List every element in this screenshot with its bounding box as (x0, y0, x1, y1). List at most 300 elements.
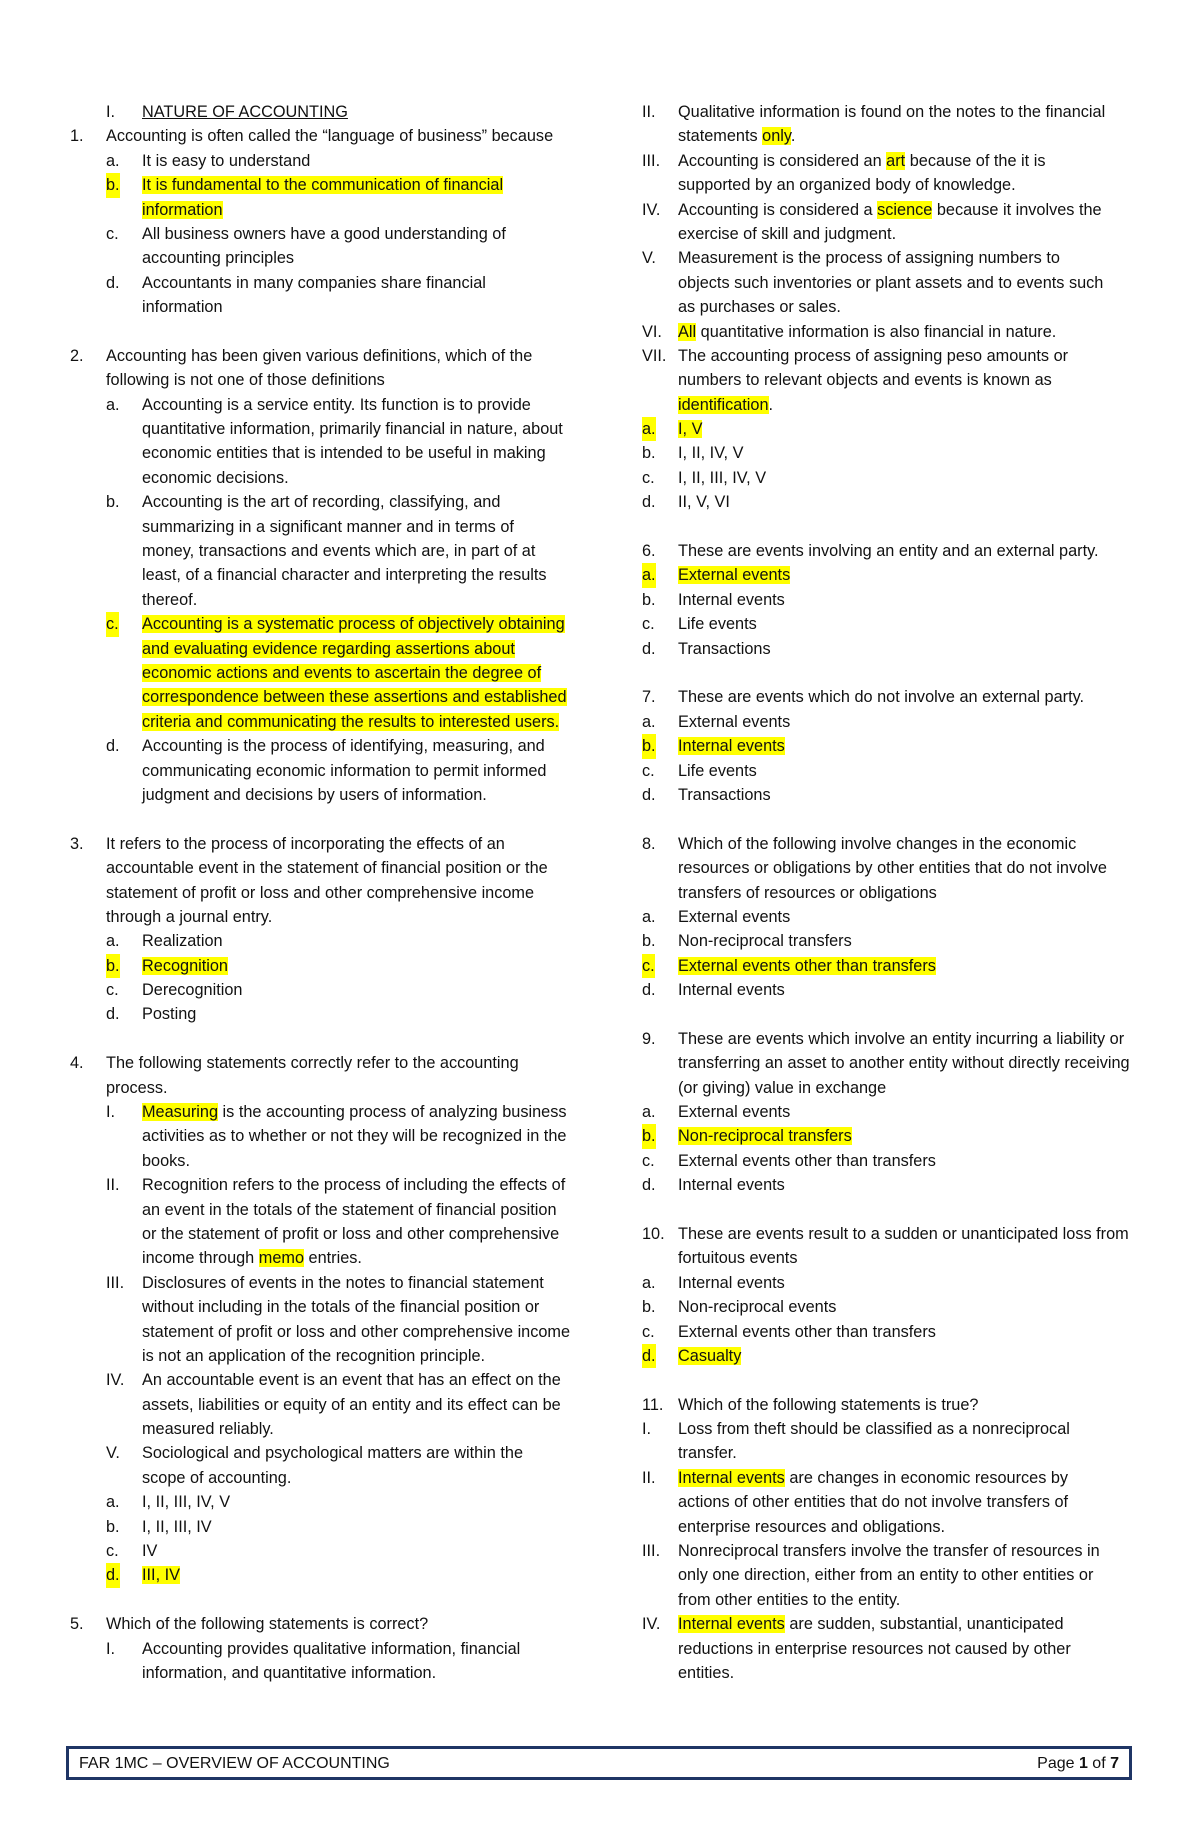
item-text (678, 368, 1052, 392)
item-number: 1. (70, 127, 84, 146)
item-text (142, 1173, 565, 1197)
text-after: is the accounting process of analyzing business (218, 1103, 567, 1122)
text: Life events (678, 761, 757, 780)
continuation-line (642, 1637, 1124, 1661)
continuation-line (70, 1246, 552, 1270)
continuation-line (70, 1320, 571, 1344)
text: Accountants in many companies share financial (142, 273, 486, 292)
spacer (642, 661, 1124, 685)
text: transfers of resources or obligations (678, 883, 937, 902)
continuation-line (642, 856, 1124, 880)
text: IV (142, 1542, 158, 1561)
item-text (142, 783, 487, 807)
text: II, V, VI (678, 493, 730, 512)
text: assets, liabilities or equity of an entity and its effect can be (142, 1395, 561, 1414)
text: Transactions (678, 639, 771, 658)
text: Which of the following involve changes in the economic (678, 834, 1077, 853)
question-line (642, 149, 1124, 173)
item-number: d. (642, 981, 656, 1000)
item-text (678, 490, 730, 514)
question-line (70, 344, 552, 368)
item-text (678, 1466, 1068, 1490)
continuation-line (70, 905, 552, 929)
page-of-label: of (1087, 1755, 1111, 1772)
text: process. (106, 1078, 168, 1097)
highlighted-answer: III, IV (142, 1566, 181, 1585)
text-after: . (790, 127, 796, 146)
question-line (642, 929, 1124, 953)
item-number: 3. (70, 834, 84, 853)
text: is not an application of the recognition principle. (142, 1346, 486, 1365)
item-text (142, 295, 223, 319)
text: The accounting process of assigning peso amounts or (678, 346, 1069, 365)
option-line (70, 1368, 561, 1392)
item-text (106, 344, 532, 368)
item-text (142, 1295, 539, 1319)
item-text (142, 1246, 362, 1270)
item-number: b. (106, 954, 120, 978)
item-text (678, 124, 795, 148)
item-number: c. (642, 954, 655, 978)
text: accountable event in the statement of financial position or the (106, 859, 548, 878)
item-text (142, 1002, 196, 1026)
item-number: d. (642, 493, 656, 512)
text: books. (142, 1151, 190, 1170)
text: The following statements correctly refer to the accounting (106, 1054, 519, 1073)
right-column (642, 100, 1130, 1685)
option-line (70, 1271, 552, 1295)
item-text (142, 490, 500, 514)
highlighted-word: science (877, 200, 933, 219)
item-number: V. (106, 1444, 120, 1463)
text: communicating economic information to permit informed (142, 761, 547, 780)
item-number: c. (642, 761, 655, 780)
item-number: 6. (642, 542, 656, 561)
spacer (642, 1002, 1124, 1026)
highlighted-word: only (762, 127, 791, 146)
option-line (70, 1002, 552, 1026)
section-heading (70, 100, 552, 124)
continuation-line (642, 124, 1124, 148)
text: I, II, III, IV, V (678, 468, 767, 487)
text: Nonreciprocal transfers involve the transfer of resources in (678, 1542, 1100, 1561)
continuation-line (70, 295, 552, 319)
item-number: b. (106, 173, 120, 197)
item-text (678, 466, 766, 490)
continuation-line (70, 1295, 552, 1319)
item-text (678, 1441, 737, 1465)
continuation-line (70, 1344, 552, 1368)
question-line (642, 198, 1124, 222)
highlighted-answer: I, V (678, 420, 703, 439)
continuation-line (642, 173, 1124, 197)
text: only one direction, either from an entity to other entities or (678, 1566, 1094, 1585)
continuation-line (70, 1393, 561, 1417)
item-text (678, 1124, 852, 1148)
text: Life events (678, 615, 757, 634)
item-text (678, 856, 1107, 880)
option-line (70, 1490, 552, 1514)
text: information (142, 298, 223, 317)
question-line (642, 612, 1124, 636)
question-line (70, 832, 552, 856)
item-number: d. (642, 785, 656, 804)
continuation-line (70, 417, 563, 441)
item-text (678, 1320, 936, 1344)
item-number: IV. (106, 1371, 125, 1390)
text: External events other than transfers (678, 1322, 936, 1341)
page-label: Page (1037, 1755, 1079, 1772)
item-number: 10. (642, 1224, 665, 1243)
text: following is not one of those definitions (106, 371, 385, 390)
question-line (70, 124, 552, 148)
question-line (642, 490, 1124, 514)
question-line (642, 100, 1124, 124)
text: Transactions (678, 785, 771, 804)
item-text (142, 1661, 436, 1685)
item-text (142, 515, 514, 539)
spacer (70, 320, 552, 344)
item-number: b. (642, 1124, 656, 1148)
item-text (142, 1149, 190, 1173)
item-number: a. (106, 932, 120, 951)
text: These are events which involve an entity incurring a liability or (678, 1029, 1125, 1048)
text: These are events involving an entity and an external party. (678, 542, 1099, 561)
section-title: NATURE OF ACCOUNTING (142, 103, 348, 121)
item-text (142, 1539, 157, 1563)
item-text (142, 1344, 485, 1368)
question-line (642, 905, 1124, 929)
item-text (142, 393, 531, 417)
text: summarizing in a significant manner and in terms of (142, 517, 514, 536)
item-number: b. (642, 734, 656, 758)
item-text (678, 441, 743, 465)
continuation-line (70, 685, 567, 709)
item-text (678, 1246, 797, 1270)
option-line (70, 271, 552, 295)
item-text (106, 856, 548, 880)
text: Recognition refers to the process of including the effects of (142, 1176, 566, 1195)
item-number: I. (642, 1420, 652, 1439)
item-text (142, 954, 228, 978)
continuation-line (642, 368, 1124, 392)
item-number: b. (642, 444, 656, 463)
item-text (142, 1393, 561, 1417)
question-line (642, 734, 1124, 758)
option-line (70, 929, 552, 953)
text: Accounting is the process of identifying, measuring, and (142, 737, 545, 756)
text-after: are sudden, substantial, unanticipated (784, 1615, 1064, 1634)
continuation-line (70, 759, 552, 783)
item-text (678, 783, 771, 807)
item-text (142, 271, 486, 295)
question-line (642, 1100, 1124, 1124)
item-number: c. (642, 1151, 655, 1170)
item-text (678, 685, 1084, 709)
question-line (642, 1124, 1124, 1148)
text: Accounting is a service entity. Its function is to provide (142, 395, 531, 414)
section-number: I. (106, 103, 116, 121)
text: Internal events (678, 1176, 785, 1195)
highlighted-word: Internal events (678, 1615, 785, 1634)
text: activities as to whether or not they will be recognized in the (142, 1127, 567, 1146)
question-line (642, 1295, 1124, 1319)
continuation-line (70, 856, 552, 880)
item-number: 9. (642, 1029, 656, 1048)
footer-title: FAR 1MC – OVERVIEW OF ACCOUNTING (79, 1755, 390, 1772)
question-line (642, 539, 1124, 563)
item-number: 4. (70, 1054, 84, 1073)
item-number: d. (106, 1563, 120, 1587)
item-text (106, 1076, 168, 1100)
item-number: I. (106, 1103, 116, 1122)
page-total: 7 (1110, 1755, 1119, 1772)
text: money, transactions and events which are, in part of at (142, 542, 536, 561)
item-number: d. (106, 1005, 120, 1024)
item-number: c. (642, 1322, 655, 1341)
option-line (70, 954, 552, 978)
item-number: II. (642, 1468, 656, 1487)
item-number: 11. (642, 1395, 664, 1414)
text: an event in the totals of the statement of financial position (142, 1200, 557, 1219)
continuation-line (642, 1490, 1124, 1514)
continuation-line (70, 515, 552, 539)
item-text (142, 1271, 544, 1295)
item-number: d. (642, 1176, 656, 1195)
text: Internal events (678, 1273, 785, 1292)
item-text (142, 198, 223, 222)
item-text (142, 1222, 559, 1246)
item-number: a. (106, 151, 120, 170)
continuation-line (70, 466, 552, 490)
text: Posting (142, 1005, 197, 1024)
item-text (678, 1222, 1129, 1246)
continuation-line (642, 1246, 1124, 1270)
continuation-line (642, 393, 1124, 417)
question-line (642, 417, 1124, 441)
item-number: b. (106, 1517, 120, 1536)
continuation-line (642, 881, 1124, 905)
item-number: d. (106, 273, 120, 292)
continuation-line (642, 1051, 1130, 1075)
item-text (678, 1661, 734, 1685)
question-line (642, 685, 1124, 709)
item-text (678, 588, 785, 612)
item-text (142, 978, 242, 1002)
text: enterprise resources and obligations. (678, 1517, 945, 1536)
question-line (642, 759, 1124, 783)
text: It is easy to understand (142, 151, 311, 170)
question-line (642, 1271, 1124, 1295)
continuation-line (70, 198, 552, 222)
item-text (678, 710, 790, 734)
text: Measurement is the process of assigning numbers to (678, 249, 1060, 268)
spacer (70, 807, 552, 831)
item-number: a. (642, 1273, 656, 1292)
item-text (678, 100, 1105, 124)
text: Realization (142, 932, 223, 951)
continuation-line (70, 441, 552, 465)
highlighted-word: Internal events (678, 1468, 785, 1487)
item-text (678, 1051, 1130, 1075)
highlighted-answer: Non-reciprocal transfers (678, 1127, 852, 1146)
text: External events other than transfers (678, 1151, 936, 1170)
text: economic entities that is intended to be useful in making (142, 444, 546, 463)
item-text (678, 295, 841, 319)
item-text (142, 661, 541, 685)
item-number: d. (106, 737, 120, 756)
item-text (142, 1417, 274, 1441)
item-text (142, 759, 547, 783)
continuation-line (70, 246, 552, 270)
item-text (678, 222, 896, 246)
highlighted-answer: Accounting is a systematic process of objectively obtaining (142, 615, 565, 634)
text: Loss from theft should be classified as a nonreciprocal (678, 1420, 1070, 1439)
item-text (678, 637, 771, 661)
option-line (70, 1100, 567, 1124)
item-text (678, 1515, 945, 1539)
item-text (142, 173, 503, 197)
item-text (678, 1100, 790, 1124)
continuation-line (70, 1417, 552, 1441)
spacer (642, 1368, 1124, 1392)
item-number: a. (642, 1103, 656, 1122)
item-text (678, 320, 1056, 344)
item-text (678, 1173, 785, 1197)
continuation-line (642, 271, 1124, 295)
text: An accountable event is an event that has an effect on the (142, 1371, 561, 1390)
item-text (678, 1027, 1124, 1051)
question-line (642, 563, 1124, 587)
text-before: income through (142, 1249, 259, 1268)
continuation-line (642, 222, 1124, 246)
highlighted-answer: Casualty (678, 1346, 742, 1365)
item-text (142, 1490, 230, 1514)
item-text (142, 1124, 566, 1148)
highlighted-answer: It is fundamental to the communication of financial (142, 176, 504, 195)
text-before: statements (678, 127, 763, 146)
highlighted-answer: External events (678, 566, 791, 585)
item-number: b. (642, 932, 656, 951)
text: Non-reciprocal transfers (678, 932, 852, 951)
item-number: 7. (642, 688, 656, 707)
item-number: b. (642, 590, 656, 609)
text: statement of profit or loss and other comprehensive income (142, 1322, 571, 1341)
item-text (142, 710, 559, 734)
question-line (642, 1466, 1124, 1490)
item-text (678, 417, 702, 441)
item-text (678, 832, 1076, 856)
continuation-line (70, 637, 552, 661)
item-text (142, 685, 567, 709)
text: exercise of skill and judgment. (678, 224, 897, 243)
question-line (642, 588, 1124, 612)
item-text (678, 539, 1099, 563)
option-line (70, 1173, 566, 1197)
question-line (642, 344, 1124, 368)
item-text (678, 271, 1103, 295)
continuation-line (70, 1661, 552, 1685)
question-line (642, 1149, 1124, 1173)
item-text (678, 978, 785, 1002)
text: fortuitous events (678, 1249, 798, 1268)
question-line (642, 1173, 1124, 1197)
text: from other entities to the entity. (678, 1590, 901, 1609)
question-line (642, 466, 1124, 490)
continuation-line (642, 1563, 1124, 1587)
text-after: . (768, 395, 774, 414)
item-number: VII. (642, 346, 667, 365)
text: economic decisions. (142, 468, 289, 487)
spacer (642, 807, 1124, 831)
item-text (678, 905, 790, 929)
spacer (642, 1198, 1124, 1222)
text: I, II, III, IV (142, 1517, 212, 1536)
option-line (70, 393, 552, 417)
question-line (642, 320, 1124, 344)
text: External events (678, 712, 791, 731)
question-line (642, 1417, 1124, 1441)
item-text (142, 1441, 523, 1465)
continuation-line (642, 1588, 1124, 1612)
question-line (642, 832, 1124, 856)
item-text (678, 344, 1068, 368)
option-line (70, 1515, 552, 1539)
text: Qualitative information is found on the notes to the financial (678, 103, 1106, 121)
continuation-line (70, 661, 552, 685)
item-text (142, 417, 563, 441)
continuation-line (70, 783, 552, 807)
continuation-line (70, 563, 552, 587)
option-line (70, 173, 552, 197)
continuation-line (70, 1149, 552, 1173)
page-current: 1 (1078, 1755, 1088, 1772)
item-text (142, 563, 547, 587)
item-text (678, 1271, 785, 1295)
text: Sociological and psychological matters are within the (142, 1444, 524, 1463)
item-text (142, 222, 506, 246)
highlighted-word: Measuring (142, 1103, 219, 1122)
highlighted-word: art (886, 151, 906, 170)
continuation-line (70, 881, 552, 905)
item-text (678, 393, 773, 417)
text: actions of other entities that do not involve transfers of (678, 1493, 1069, 1512)
item-text (678, 1612, 1064, 1636)
option-line (70, 734, 552, 758)
item-text (142, 612, 565, 636)
text: Accounting provides qualitative information, financial (142, 1639, 521, 1658)
text: scope of accounting. (142, 1468, 292, 1487)
item-text (678, 929, 852, 953)
continuation-line (642, 295, 1124, 319)
text: without including in the totals of the financial position or (142, 1298, 540, 1317)
item-number: b. (106, 493, 120, 512)
question-line (642, 1222, 1129, 1246)
text: Which of the following statements is true? (678, 1395, 979, 1414)
spacer (70, 1027, 552, 1051)
text-after: because it involves the (932, 200, 1102, 219)
highlighted-word: All (678, 322, 697, 341)
text: Accounting is often called the “language of business” because (106, 127, 554, 146)
option-line (70, 222, 552, 246)
question-line (642, 1393, 1124, 1417)
question-line (70, 1612, 552, 1636)
highlighted-answer: External events other than transfers (678, 956, 936, 975)
item-number: a. (642, 712, 656, 731)
item-number: c. (106, 1542, 119, 1561)
text: These are events which do not involve an external party. (678, 688, 1085, 707)
text: objects such inventories or plant assets and to events such (678, 273, 1104, 292)
